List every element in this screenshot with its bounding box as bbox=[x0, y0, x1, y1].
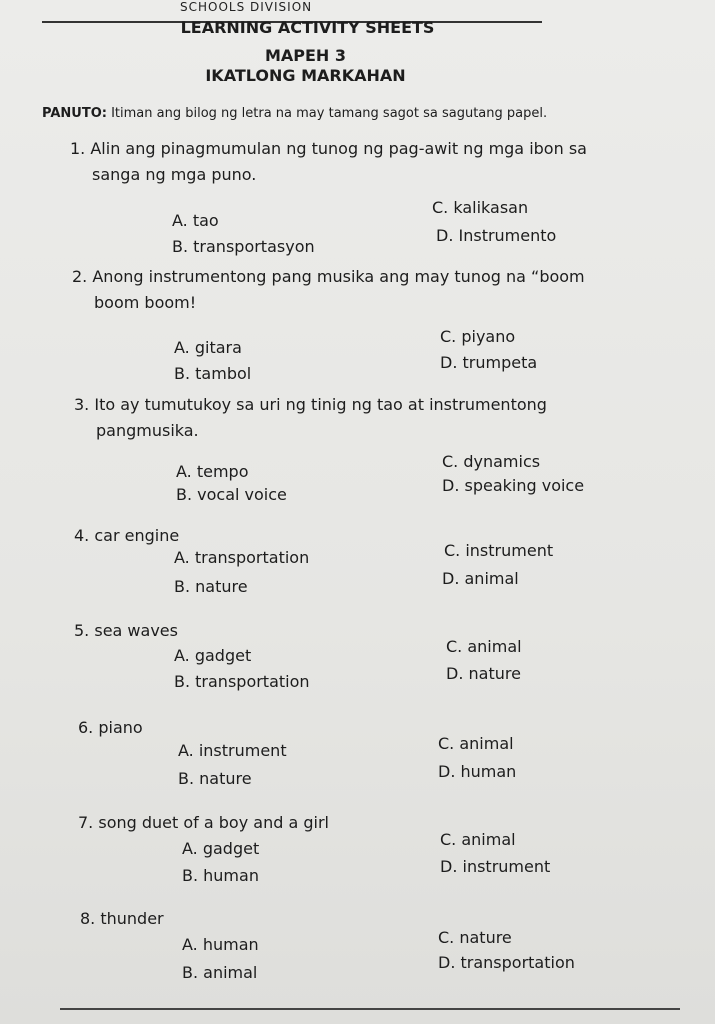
question-text: car engine bbox=[94, 526, 180, 545]
question-text: thunder bbox=[100, 909, 164, 928]
option-d[interactable]: D. human bbox=[438, 762, 517, 781]
question-text: Ito ay tumutukoy sa uri ng tinig ng tao at instrumentong bbox=[94, 395, 547, 414]
school-division-header: SCHOOLS DIVISION bbox=[180, 0, 313, 14]
option-a[interactable]: A. gadget bbox=[182, 839, 260, 858]
subject-title: MAPEH 3 bbox=[264, 46, 347, 65]
option-c[interactable]: C. instrument bbox=[444, 541, 554, 560]
option-d[interactable]: D. speaking voice bbox=[442, 476, 585, 495]
option-a[interactable]: A. gadget bbox=[174, 646, 252, 665]
directions-label: PANUTO: bbox=[42, 106, 107, 121]
option-a[interactable]: A. tao bbox=[172, 211, 219, 230]
option-a[interactable]: A. human bbox=[182, 935, 259, 954]
question-number: 3. bbox=[74, 395, 90, 414]
question-3 bbox=[74, 392, 704, 444]
option-c[interactable]: C. animal bbox=[440, 830, 516, 849]
question-text: Alin ang pinagmumulan ng tunog ng pag-awit ng mga ibon sa bbox=[90, 139, 587, 158]
option-d[interactable]: D. transportation bbox=[438, 953, 575, 972]
question-number: 7. bbox=[78, 813, 94, 832]
option-d[interactable]: D. nature bbox=[446, 664, 521, 683]
question-number: 4. bbox=[74, 526, 90, 545]
option-b[interactable]: B. nature bbox=[174, 577, 248, 596]
question-number: 8. bbox=[80, 909, 96, 928]
question-8 bbox=[80, 909, 164, 928]
quarter-title: IKATLONG MARKAHAN bbox=[205, 66, 406, 85]
option-c[interactable]: C. dynamics bbox=[442, 452, 541, 471]
question-text: song duet of a boy and a girl bbox=[98, 813, 329, 832]
option-d[interactable]: D. Instrumento bbox=[436, 226, 557, 245]
question-7 bbox=[78, 813, 329, 832]
question-number: 5. bbox=[74, 621, 90, 640]
question-text-cont: boom boom! bbox=[94, 293, 197, 312]
option-b[interactable]: B. tambol bbox=[174, 364, 252, 383]
question-text: sea waves bbox=[94, 621, 178, 640]
question-1 bbox=[70, 136, 700, 188]
sheet-title: LEARNING ACTIVITY SHEETS bbox=[180, 18, 435, 37]
question-number: 6. bbox=[78, 718, 94, 737]
option-b[interactable]: B. nature bbox=[178, 769, 252, 788]
option-a[interactable]: A. instrument bbox=[178, 741, 287, 760]
question-text-cont: sanga ng mga puno. bbox=[92, 165, 257, 184]
question-number: 2. bbox=[72, 267, 88, 286]
option-a[interactable]: A. transportation bbox=[174, 548, 310, 567]
question-number: 1. bbox=[70, 139, 86, 158]
bottom-rule bbox=[60, 1008, 680, 1010]
option-b[interactable]: B. vocal voice bbox=[176, 485, 287, 504]
question-text: Anong instrumentong pang musika ang may tunog na “boom bbox=[92, 267, 585, 286]
option-b[interactable]: B. transportasyon bbox=[172, 237, 315, 256]
question-6 bbox=[78, 718, 143, 737]
question-text: piano bbox=[98, 718, 143, 737]
option-d[interactable]: D. instrument bbox=[440, 857, 551, 876]
question-text-cont: pangmusika. bbox=[96, 421, 199, 440]
question-2 bbox=[72, 264, 702, 316]
option-c[interactable]: C. animal bbox=[438, 734, 514, 753]
option-c[interactable]: C. nature bbox=[438, 928, 512, 947]
question-4 bbox=[74, 526, 179, 545]
option-c[interactable]: C. piyano bbox=[440, 327, 516, 346]
option-b[interactable]: B. transportation bbox=[174, 672, 310, 691]
directions-text: Itiman ang bilog ng letra na may tamang sagot sa sagutang papel. bbox=[106, 106, 548, 121]
option-d[interactable]: D. animal bbox=[442, 569, 519, 588]
directions bbox=[42, 106, 692, 121]
option-a[interactable]: A. gitara bbox=[174, 338, 242, 357]
option-b[interactable]: B. human bbox=[182, 866, 259, 885]
option-a[interactable]: A. tempo bbox=[176, 462, 249, 481]
option-c[interactable]: C. animal bbox=[446, 637, 522, 656]
option-b[interactable]: B. animal bbox=[182, 963, 258, 982]
option-d[interactable]: D. trumpeta bbox=[440, 353, 538, 372]
option-c[interactable]: C. kalikasan bbox=[432, 198, 529, 217]
question-5 bbox=[74, 621, 178, 640]
